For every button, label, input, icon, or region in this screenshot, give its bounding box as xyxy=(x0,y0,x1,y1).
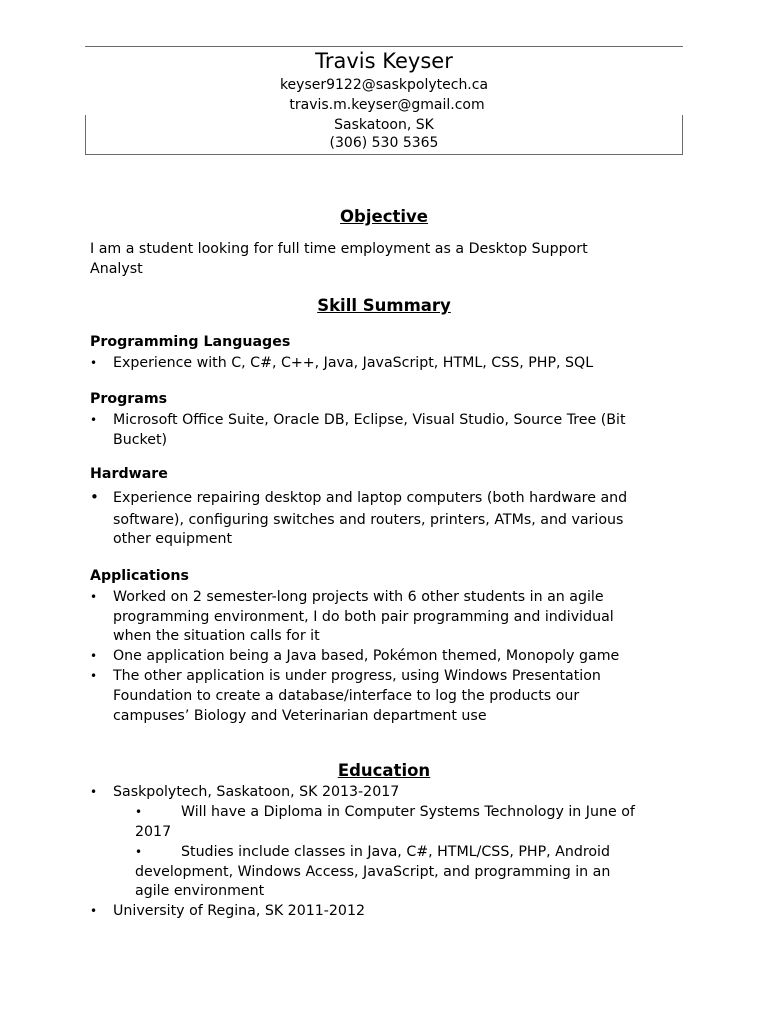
applications-title: Applications xyxy=(90,568,189,584)
bullet: • xyxy=(90,785,98,799)
hardware-item-line: software), configuring switches and routers, printers, ATMs, and various xyxy=(113,512,624,528)
programs-title: Programs xyxy=(90,391,168,407)
location: Saskatoon, SK xyxy=(334,117,434,133)
frame-bottom-border xyxy=(85,154,683,155)
education-subitem-line: development, Windows Access, JavaScript, and programming in an xyxy=(135,864,611,880)
bullet: • xyxy=(135,805,143,819)
education-heading: Education xyxy=(337,761,431,780)
education-subitem-line: agile environment xyxy=(135,883,265,899)
hardware-item-line: Experience repairing desktop and laptop computers (both hardware and xyxy=(113,490,628,506)
applications-item-line: campuses’ Biology and Veterinarian department use xyxy=(113,708,487,724)
personal-email: travis.m.keyser@gmail.com xyxy=(289,97,485,113)
education-item: University of Regina, SK 2011-2012 xyxy=(113,903,366,919)
bullet: • xyxy=(90,356,98,370)
applications-item-line: The other application is under progress, using Windows Presentation xyxy=(113,668,601,684)
bullet: • xyxy=(90,488,99,506)
bullet: • xyxy=(90,669,98,683)
education-item: Saskpolytech, Saskatoon, SK 2013-2017 xyxy=(113,784,400,800)
applications-item-line: Foundation to create a database/interface to log the products our xyxy=(113,688,580,704)
phone-number: (306) 530 5365 xyxy=(329,135,439,151)
applications-item-line: programming environment, I do both pair programming and individual xyxy=(113,609,614,625)
programs-item-line: Bucket) xyxy=(113,432,168,448)
objective-line-2: Analyst xyxy=(90,261,143,277)
candidate-name: Travis Keyser xyxy=(315,49,453,73)
education-subitem-line: 2017 xyxy=(135,824,172,840)
bullet: • xyxy=(90,590,98,604)
education-subitem-line: Will have a Diploma in Computer Systems Technology in June of xyxy=(181,804,635,820)
hardware-item-line: other equipment xyxy=(113,531,233,547)
bullet: • xyxy=(135,845,143,859)
programming-languages-title: Programming Languages xyxy=(90,334,291,350)
objective-line-1: I am a student looking for full time employment as a Desktop Support xyxy=(90,241,588,257)
programs-item-line: Microsoft Office Suite, Oracle DB, Eclipse, Visual Studio, Source Tree (Bit xyxy=(113,412,626,428)
bullet: • xyxy=(90,904,98,918)
education-subitem-line: Studies include classes in Java, C#, HTML/CSS, PHP, Android xyxy=(181,844,610,860)
applications-item-line: when the situation calls for it xyxy=(113,628,320,644)
skill-summary-heading: Skill Summary xyxy=(317,296,451,315)
bullet: • xyxy=(90,413,98,427)
hardware-title: Hardware xyxy=(90,466,168,482)
programming-item-line: Experience with C, C#, C++, Java, JavaScript, HTML, CSS, PHP, SQL xyxy=(113,355,594,371)
bullet: • xyxy=(90,649,98,663)
objective-heading: Objective xyxy=(340,207,428,226)
school-email: keyser9122@saskpolytech.ca xyxy=(279,77,489,93)
applications-item-line: One application being a Java based, Pokémon themed, Monopoly game xyxy=(113,648,620,664)
applications-item-line: Worked on 2 semester-long projects with 6 other students in an agile xyxy=(113,589,604,605)
